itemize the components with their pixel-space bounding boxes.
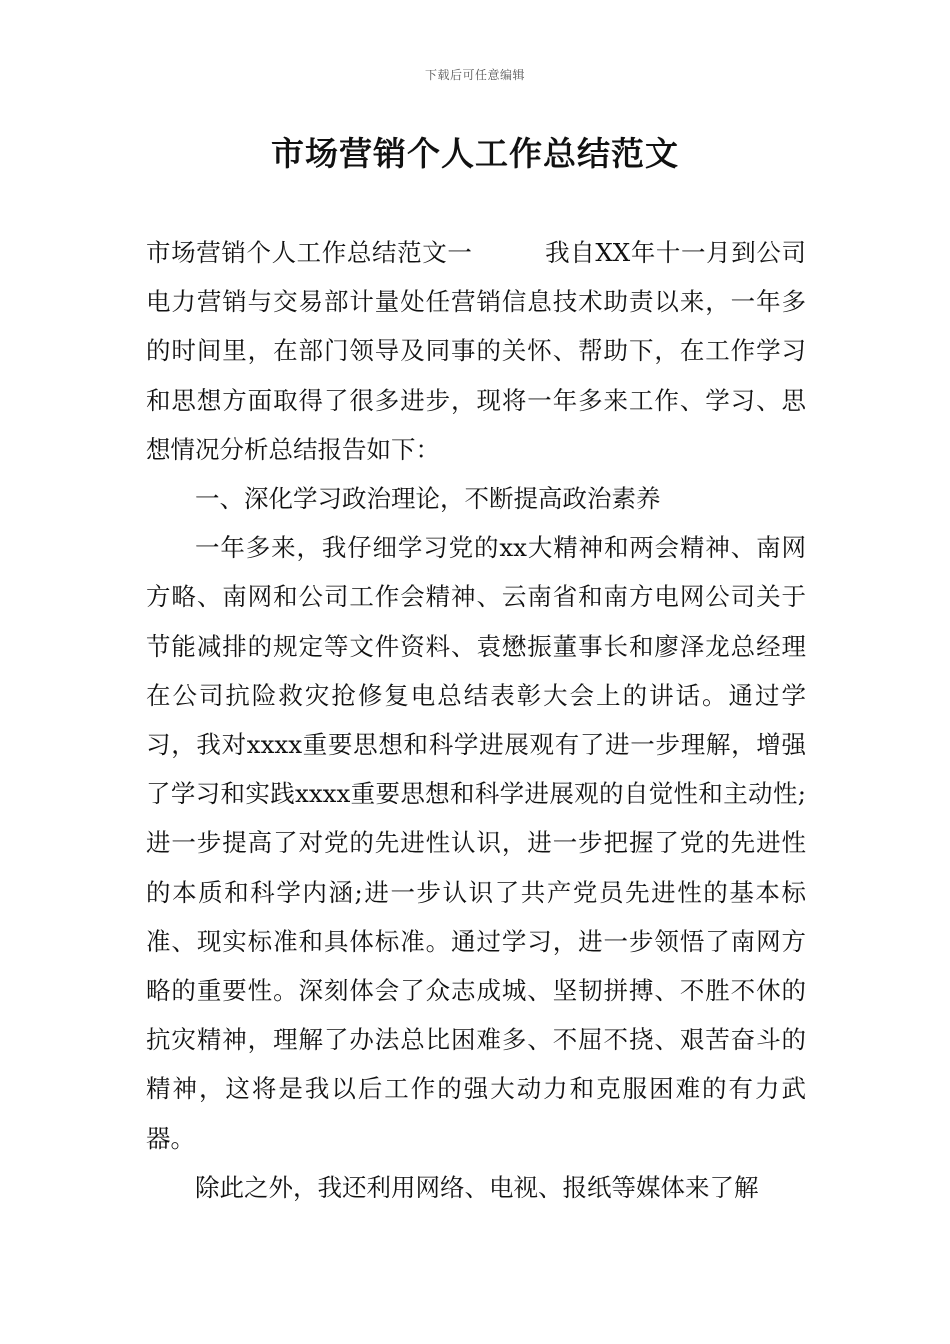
header-note: 下载后可任意编辑 [424,68,525,82]
intro-text: 我自XX年十一月到公司电力营销与交易部计量处任营销信息技术助责以来，一年多的时间里，在部门领导及同事的关怀、帮助下，在工作学习和思想方面取得了很多进步，现将一年多来工作、学习、思想情况分析总结报告如下： [146,238,807,464]
section-heading: 一、深化学习政治理论，不断提高政治素养 [195,484,661,514]
document-title: 市场营销个人工作总结范文 [271,134,679,173]
document-body [146,228,806,1212]
intro-lead: 市场营销个人工作总结范文一 [146,238,473,267]
body-paragraph: 除此之外，我还利用网络、电视、报纸等媒体来了解 [195,1172,759,1202]
intro-paragraph [146,228,806,474]
body-paragraph: 一年多来，我仔细学习党的xx大精神和两会精神、南网方略、南网和公司工作会精神、云南省和南方电网公司关于节能减排的规定等文件资料、袁懋振董事长和廖泽龙总经理在公司抗险救灾抢修复电总结表彰大会上的讲话。通过学习，我对xxxx重要思想和科学进展观有了进一步理解，增强了学习和实践xxxx重要思想和科学进展观的自觉性和主动性;进一步提高了对党的先进性认识，进一步把握了党的先进性的本质和科学内涵;进一步认识了共产党员先进性的基本标准、现实标准和具体标准。通过学习，进一步领悟了南网方略的重要性。深刻体会了众志成城、坚韧拼搏、不胜不休的抗灾精神，理解了办法总比困难多、不屈不挠、艰苦奋斗的精神，这将是我以后工作的强大动力和克服困难的有力武器。 [146,533,806,1153]
